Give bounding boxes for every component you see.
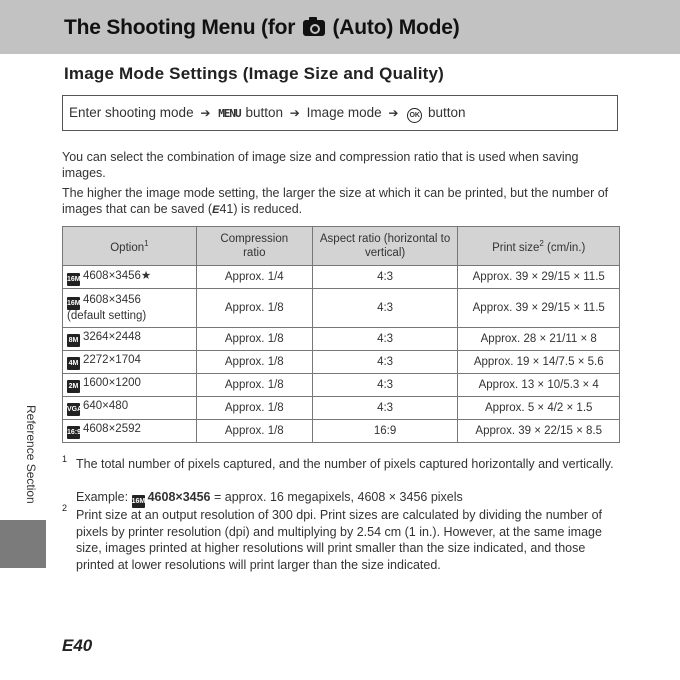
compression-cell: Approx. 1/4 xyxy=(196,266,312,289)
print-size-cell: Approx. 28 × 21/11 × 8 xyxy=(458,328,620,351)
header-option: Option$^1$ xyxy=(63,227,197,266)
aspect-cell: 4:3 xyxy=(312,328,458,351)
footnote-1-example: Example: 16M 4608×3456 = approx. 16 megapixels, 4608 × 3456 pixels xyxy=(76,489,616,508)
compression-cell: Approx. 1/8 xyxy=(196,351,312,374)
image-mode-vga-icon: VGA xyxy=(67,403,80,416)
menu-button-icon: MENU xyxy=(218,107,241,120)
option-cell: 16:9 4608×2592 xyxy=(63,420,197,443)
print-size-cell: Approx. 39 × 29/15 × 11.5 xyxy=(458,289,620,328)
aspect-cell: 4:3 xyxy=(312,397,458,420)
print-size-cell: Approx. 13 × 10/5.3 × 4 xyxy=(458,374,620,397)
page-title xyxy=(64,16,460,40)
image-mode-16m-icon: 16M xyxy=(67,297,80,310)
image-mode-8m-icon: 8M xyxy=(67,334,80,347)
reference-section-icon: E xyxy=(212,204,220,216)
image-mode-2m-icon: 2M xyxy=(67,380,80,393)
nav-step-button-label: button xyxy=(245,105,283,120)
compression-cell: Approx. 1/8 xyxy=(196,328,312,351)
option-cell: 4M 2272×1704 xyxy=(63,351,197,374)
header-compression: Compression ratio xyxy=(196,227,312,266)
aspect-cell: 4:3 xyxy=(312,266,458,289)
table-header-row xyxy=(63,227,620,266)
image-mode-16m-icon: 16M xyxy=(132,495,145,508)
arrow-right-icon: ➔ xyxy=(388,106,399,120)
page-title-start: The Shooting Menu (for xyxy=(64,16,296,39)
reference-section-tab-label: Reference Section xyxy=(24,405,38,504)
nav-path-box xyxy=(62,95,618,131)
table-row xyxy=(63,266,620,289)
table-row xyxy=(63,420,620,443)
print-size-cell: Approx. 5 × 4/2 × 1.5 xyxy=(458,397,620,420)
footnote-1-text: The total number of pixels captured, and the number of pixels captured horizontally and vertically. xyxy=(76,457,614,471)
table-row xyxy=(63,289,620,328)
header-aspect: Aspect ratio (horizontal to vertical) xyxy=(312,227,458,266)
aspect-cell: 16:9 xyxy=(312,420,458,443)
page-number: E40 xyxy=(62,636,93,655)
page-title-end: (Auto) Mode) xyxy=(332,16,460,39)
intro-paragraph-2 xyxy=(62,185,622,218)
aspect-cell: 4:3 xyxy=(312,374,458,397)
image-mode-table xyxy=(62,226,620,443)
ok-button-icon: OK xyxy=(407,108,422,123)
intro-text-end: ) is reduced. xyxy=(233,202,303,216)
footnote-2-text: Print size at an output resolution of 300 dpi. Print sizes are calculated by dividing the number of pixels by printer resolution (dpi) and multiplying by 2.54 cm (1 in.). However, at the same image size, images printed at higher resolutions will print smaller than the size indicated, and those printed at lower resolutions will print larger than the size indicated. xyxy=(76,508,602,572)
image-mode-16-9-icon: 16:9 xyxy=(67,426,80,439)
footnote-2-mark: 2 xyxy=(62,503,68,513)
option-cell: 16M 4608×3456 (default setting) xyxy=(63,289,197,328)
compression-cell: Approx. 1/8 xyxy=(196,289,312,328)
print-size-cell: Approx. 39 × 22/15 × 8.5 xyxy=(458,420,620,443)
nav-step-shooting-mode: Enter shooting mode xyxy=(69,105,194,120)
reference-section-tab xyxy=(0,520,46,568)
image-mode-4m-icon: 4M xyxy=(67,357,80,370)
header-print-size: Print size$^2$ (cm/in.) xyxy=(458,227,620,266)
intro-paragraph-1: You can select the combination of image size and compression ratio that is used when saving images. xyxy=(62,150,579,180)
compression-cell: Approx. 1/8 xyxy=(196,374,312,397)
footnote-1-mark: 1 xyxy=(62,454,68,464)
arrow-right-icon: ➔ xyxy=(200,106,211,120)
camera-icon xyxy=(303,20,325,36)
option-cell: VGA640×480 xyxy=(63,397,197,420)
nav-step-image-mode: Image mode xyxy=(306,105,382,120)
nav-step-ok-button-label: button xyxy=(428,105,466,120)
table-row xyxy=(63,374,620,397)
option-cell: 8M 3264×2448 xyxy=(63,328,197,351)
option-cell: 16M*4608×3456★ xyxy=(63,266,197,289)
intro-text: The higher the image mode setting, the larger the size at which it can be printed, but the number of images that can be saved ( xyxy=(62,186,609,216)
table-row xyxy=(63,351,620,374)
reference-page-prefix-icon: E xyxy=(62,636,74,655)
compression-cell: Approx. 1/8 xyxy=(196,397,312,420)
option-cell: 2M 1600×1200 xyxy=(63,374,197,397)
compression-cell: Approx. 1/8 xyxy=(196,420,312,443)
section-heading: Image Mode Settings (Image Size and Quality) xyxy=(64,64,445,83)
reference-page: 41 xyxy=(219,202,234,216)
aspect-cell: 4:3 xyxy=(312,289,458,328)
table-row xyxy=(63,397,620,420)
print-size-cell: Approx. 19 × 14/7.5 × 5.6 xyxy=(458,351,620,374)
image-mode-16m-fine-icon: 16M* xyxy=(67,273,80,286)
table-row xyxy=(63,328,620,351)
arrow-right-icon: ➔ xyxy=(289,106,300,120)
print-size-cell: Approx. 39 × 29/15 × 11.5 xyxy=(458,266,620,289)
aspect-cell: 4:3 xyxy=(312,351,458,374)
